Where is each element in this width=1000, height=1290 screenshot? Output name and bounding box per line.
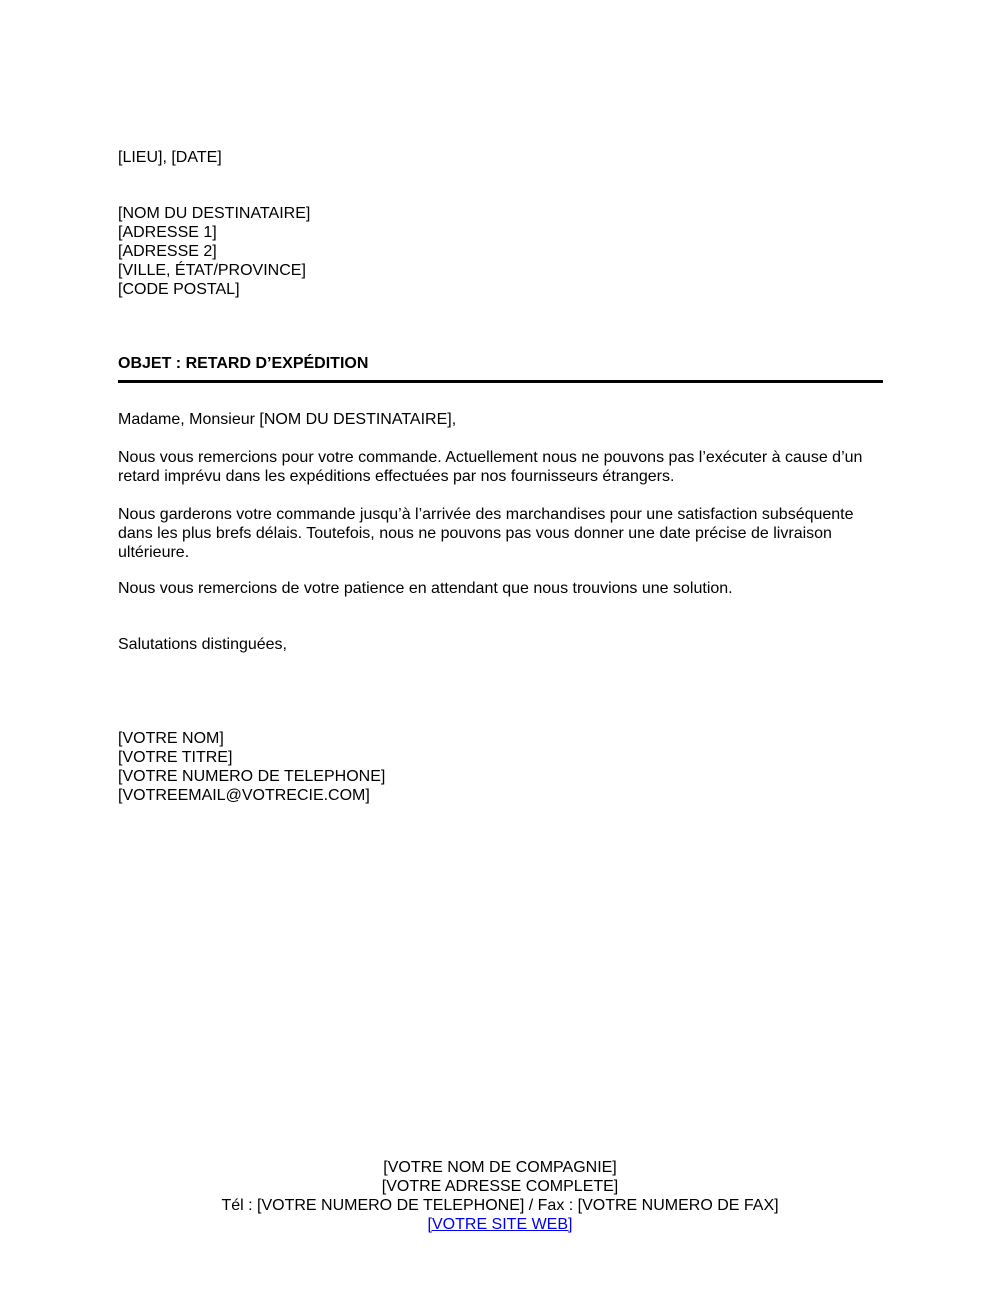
footer-contact: Tél : [VOTRE NUMERO DE TELEPHONE] / Fax : [VOTRE NUMERO DE FAX] — [221, 1197, 779, 1214]
body-paragraph-1: Nous vous remercions pour votre commande. Actuellement nous ne pouvons pas l’exécuter à cause d’un retard imprévu dans les expéditions effectuées par nos fournisseurs étrangers. — [118, 449, 863, 485]
body-paragraph-3: Nous vous remercions de votre patience en attendant que nous trouvions une solution. — [118, 580, 733, 597]
footer-address: [VOTRE ADRESSE COMPLETE] — [381, 1178, 619, 1195]
recipient-address-2: [ADRESSE 2] — [118, 243, 217, 260]
sender-phone: [VOTRE NUMERO DE TELEPHONE] — [118, 768, 386, 785]
sender-title: [VOTRE TITRE] — [118, 749, 233, 766]
recipient-address — [118, 204, 884, 299]
footer-website-link[interactable]: [VOTRE SITE WEB] — [427, 1216, 573, 1233]
recipient-city-state: [VILLE, ÉTAT/PROVINCE] — [118, 262, 306, 279]
sender-name: [VOTRE NOM] — [118, 730, 224, 747]
recipient-name: [NOM DU DESTINATAIRE] — [118, 205, 311, 222]
subject-divider — [118, 380, 883, 383]
sender-email: [VOTREEMAIL@VOTRECIE.COM] — [118, 787, 370, 804]
salutation: Madame, Monsieur [NOM DU DESTINATAIRE], — [118, 411, 457, 428]
body-paragraph-2: Nous garderons votre commande jusqu’à l’arrivée des marchandises pour une satisfaction subséquente dans les plus brefs délais. Toutefois, nous ne pouvons pas vous donner une date précise de livraison ultérieure. — [118, 506, 854, 561]
place-date: [LIEU], [DATE] — [118, 149, 222, 166]
letter-footer — [0, 1158, 1000, 1234]
recipient-address-1: [ADRESSE 1] — [118, 224, 217, 241]
closing: Salutations distinguées, — [118, 636, 287, 653]
footer-company: [VOTRE NOM DE COMPAGNIE] — [383, 1159, 617, 1176]
signature-block — [118, 729, 884, 805]
recipient-postal-code: [CODE POSTAL] — [118, 281, 240, 298]
subject-line: OBJET : RETARD D’EXPÉDITION — [118, 355, 369, 372]
